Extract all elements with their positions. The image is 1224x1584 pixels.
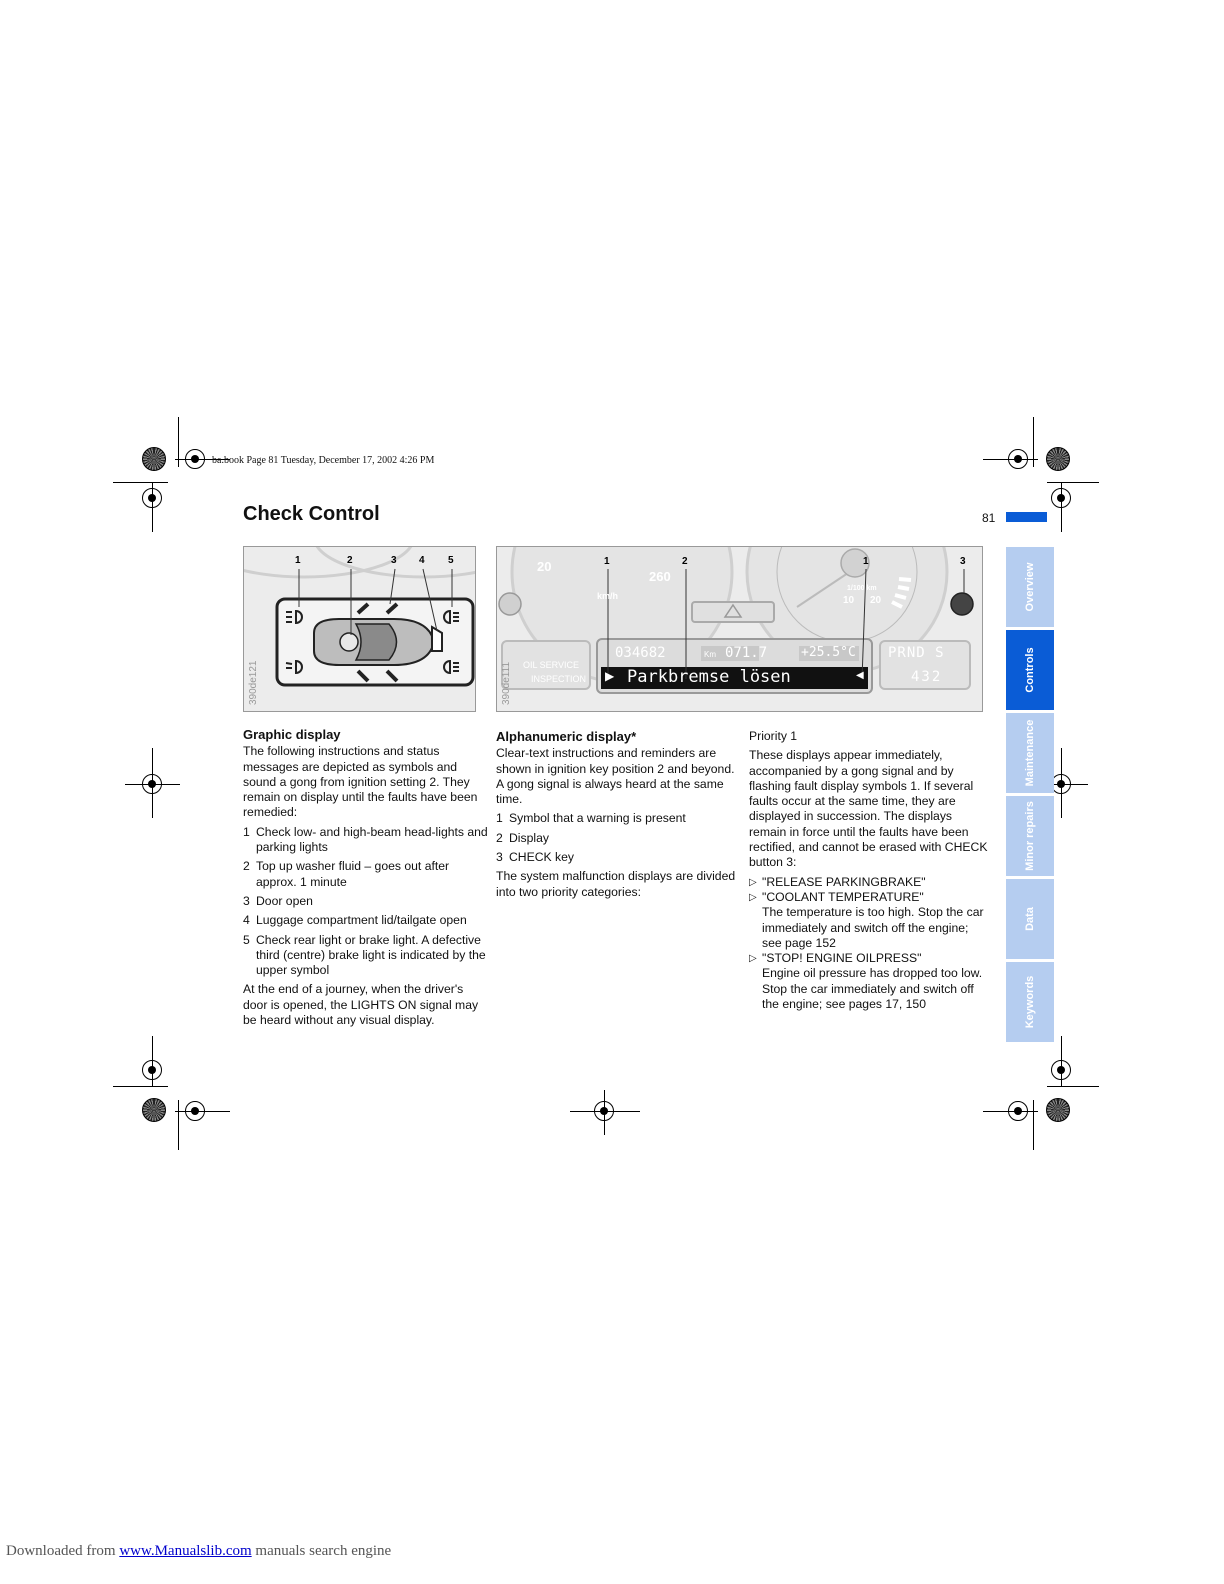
section-heading: Graphic display [243, 727, 341, 742]
list-item: 3 Door open [243, 893, 313, 908]
speedo-label-20: 20 [537, 559, 552, 574]
page-title: Check Control [243, 503, 380, 525]
download-footer: Downloaded from www.Manualslib.com manuals search engine [6, 1543, 392, 1559]
rosette-mark [142, 447, 166, 471]
odometer-readout: 034682 [615, 645, 666, 661]
column-priority-1 [749, 729, 991, 1012]
section-tabs [1006, 547, 1054, 1045]
paragraph: Clear-text instructions and reminders are shown in ignition key position 2 and beyond. A gong signal is always heard at the same time. [496, 746, 735, 807]
triangle-bullet-icon: ▷ [749, 876, 757, 888]
list-item: 2 Display [496, 830, 549, 845]
paragraph: These displays appear immediately, accompanied by a gong signal and by flashing fault display symbols 1. If several faults occur at the same time, they are displayed in succession. The displays remain in force until the faults have been rectified, and cannot be erased with CHECK button 3: [749, 748, 988, 870]
figure-code: 390de121 [248, 660, 259, 705]
gear-indicator-sub: 432 [911, 669, 943, 685]
trip-readout: 071.7 [725, 645, 768, 661]
column-alphanumeric-display [496, 729, 738, 904]
rosette-mark [142, 1098, 166, 1122]
temperature-readout: +25.5°C [801, 645, 856, 660]
page-number: 81 [982, 511, 996, 525]
page-marker-bar [1006, 512, 1047, 522]
tab-minor-repairs[interactable]: Minor repairs [1006, 796, 1054, 876]
list-item: 1 Symbol that a warning is present [496, 811, 686, 826]
numbered-list [496, 811, 738, 865]
callout-2: 2 [347, 555, 353, 566]
manualslib-link[interactable]: www.Manualslib.com [119, 1543, 252, 1559]
inspection-label: INSPECTION [531, 674, 587, 684]
warning-arrow-right-icon: ◀ [856, 670, 864, 681]
callout-3: 3 [391, 555, 397, 566]
tab-controls[interactable]: Controls [1006, 630, 1054, 710]
tab-overview[interactable]: Overview [1006, 547, 1054, 627]
tacho-label-20: 20 [870, 595, 882, 606]
triangle-bullet-icon: ▷ [749, 891, 757, 903]
tab-data[interactable]: Data [1006, 879, 1054, 959]
callout-1b: 1 [863, 556, 869, 567]
paragraph: The following instructions and status messages are depicted as symbols and sound a gong from ignition setting 2. They remain on display until the faults have been remedied: [243, 744, 478, 820]
numbered-list [243, 825, 488, 979]
bullet-list [749, 875, 991, 1013]
list-item: 2 Top up washer fluid – goes out after approx. 1 minute [243, 859, 450, 889]
subheading: Priority 1 [749, 729, 798, 743]
paragraph: At the end of a journey, when the driver's door is opened, the LIGHTS ON signal may be heard without any visual display. [243, 982, 479, 1028]
tacho-unit: 1/100 km [847, 585, 877, 592]
tab-keywords[interactable]: Keywords [1006, 962, 1054, 1042]
oil-service-label: OIL SERVICE [523, 660, 580, 670]
warning-arrow-icon: ▶ [605, 669, 615, 683]
graphic-display-figure [243, 546, 476, 712]
paragraph: The system malfunction displays are divided into two priority categories: [496, 869, 736, 899]
triangle-bullet-icon: ▷ [749, 953, 757, 965]
section-heading: Alphanumeric display* [496, 729, 637, 744]
callout-1: 1 [604, 556, 610, 567]
alphanumeric-display-figure [496, 546, 983, 712]
figure-code: 390de111 [501, 661, 512, 705]
car-topview-icon [314, 619, 434, 665]
list-item: ▷ "STOP! ENGINE OILPRESS" Engine oil pressure has dropped too low. Stop the car immediately and switch off the engine; see pages 17, 150 [749, 951, 983, 1012]
tab-maintenance[interactable]: Maintenance [1006, 713, 1054, 793]
callout-1: 1 [295, 555, 301, 566]
column-graphic-display [243, 727, 488, 1032]
alphanumeric-message: Parkbremse lösen [627, 667, 791, 687]
list-item: 3 CHECK key [496, 850, 575, 865]
callout-2: 2 [682, 556, 688, 567]
list-item: ▷ "COOLANT TEMPERATURE" The temperature is too high. Stop the car immediately and switch off the engine; see page 152 [749, 889, 984, 950]
speedo-label-260: 260 [649, 569, 671, 584]
rosette-mark [1046, 447, 1070, 471]
list-item: ▷ "RELEASE PARKINGBRAKE" [749, 874, 926, 889]
list-item: 5 Check rear light or brake light. A defective third (centre) brake light is indicated by the upper symbol [243, 932, 486, 978]
print-slug: ba.book Page 81 Tuesday, December 17, 2002 4:26 PM [212, 455, 435, 466]
tacho-label-10: 10 [843, 595, 855, 606]
list-item: 4 Luggage compartment lid/tailgate open [243, 913, 467, 928]
trip-unit-label: Km [704, 650, 716, 659]
graphic-display-illustration [244, 547, 475, 711]
gear-indicator: PRND S [888, 645, 945, 661]
callout-5: 5 [448, 555, 454, 566]
speedo-unit: km/h [597, 591, 619, 601]
rosette-mark [1046, 1098, 1070, 1122]
list-item: 1 Check low- and high-beam head-lights and parking lights [243, 824, 488, 855]
callout-3: 3 [960, 556, 966, 567]
callout-4: 4 [419, 555, 425, 566]
